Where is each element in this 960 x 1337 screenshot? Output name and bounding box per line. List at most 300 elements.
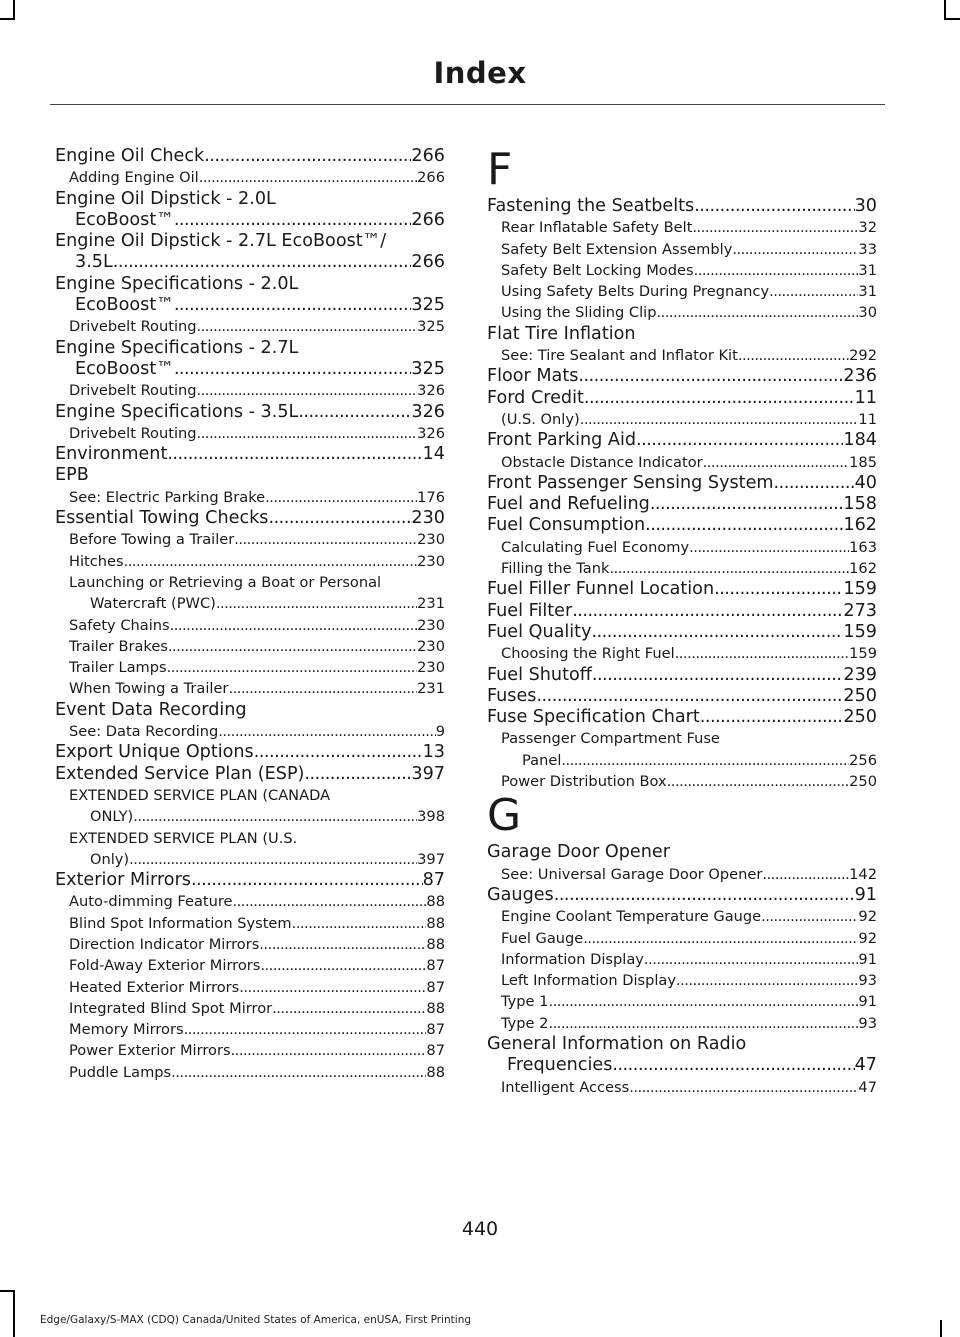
leader-dots xyxy=(218,721,435,742)
leader-dots xyxy=(714,579,843,600)
leader-dots xyxy=(762,864,849,885)
index-entry xyxy=(55,189,445,232)
index-entry xyxy=(55,508,445,529)
leader-dots xyxy=(676,970,858,991)
leader-dots xyxy=(732,239,858,260)
footer-text: Edge/Galaxy/S-MAX (CDQ) Canada/United States of America, enUSA, First Printing xyxy=(40,1314,472,1326)
page-ref: 398 xyxy=(417,808,445,826)
page-ref: 88 xyxy=(426,893,445,911)
leader-dots xyxy=(609,558,849,579)
leader-dots xyxy=(657,302,859,323)
entry-text: ONLY) xyxy=(90,808,134,826)
leader-dots xyxy=(536,686,843,707)
leader-dots xyxy=(572,601,843,622)
entry-text: Engine Coolant Temperature Gauge xyxy=(501,908,762,926)
leader-dots xyxy=(548,1013,858,1034)
page-ref: 325 xyxy=(411,295,445,316)
page-ref: 11 xyxy=(854,387,877,408)
entry-text: Engine Oil Dipstick - 2.7L EcoBoost™/ xyxy=(55,231,387,252)
index-entry xyxy=(487,515,877,536)
leader-dots xyxy=(591,622,843,643)
leader-dots xyxy=(761,906,858,927)
index-subentry xyxy=(55,721,445,742)
leader-dots xyxy=(561,750,849,771)
index-subentry xyxy=(55,529,445,550)
entry-line xyxy=(55,210,445,231)
page-ref: 87 xyxy=(426,1021,445,1039)
leader-dots xyxy=(644,949,859,970)
header-rule xyxy=(50,104,885,105)
entry-text: Fuel Quality xyxy=(487,621,592,642)
entry-text: Essential Towing Checks xyxy=(55,508,269,529)
index-subentry xyxy=(55,955,445,976)
index-entry xyxy=(487,366,877,387)
page-ref: 159 xyxy=(849,645,877,663)
page-ref: 47 xyxy=(858,1078,877,1096)
entry-line xyxy=(55,231,445,252)
page-ref: 397 xyxy=(411,763,445,784)
leader-dots xyxy=(184,1019,427,1040)
entry-text: Exterior Mirrors xyxy=(55,870,191,891)
index-entry xyxy=(55,338,445,381)
index-subentry xyxy=(55,636,445,657)
entry-text: Front Parking Aid xyxy=(487,430,637,451)
entry-text: Flat Tire Inflation xyxy=(487,323,636,344)
index-subentry xyxy=(487,260,877,281)
entry-text: EcoBoost™ xyxy=(75,295,174,316)
page-ref: 163 xyxy=(849,538,877,556)
leader-dots xyxy=(580,409,859,430)
entry-text: Extended Service Plan (ESP) xyxy=(55,763,305,784)
index-subentry xyxy=(55,998,445,1019)
entry-text: Left Information Display xyxy=(501,972,677,990)
entry-text: Engine Oil Dipstick - 2.0L xyxy=(55,188,276,209)
page-ref: 91 xyxy=(858,950,877,968)
leader-dots xyxy=(629,1077,858,1098)
page-ref: 159 xyxy=(843,579,877,600)
entry-text: Heated Exterior Mirrors xyxy=(69,978,240,996)
index-subentry xyxy=(55,1062,445,1083)
index-entry xyxy=(55,764,445,785)
entry-text: EPB xyxy=(55,465,89,486)
page-ref: 87 xyxy=(426,1042,445,1060)
leader-dots xyxy=(170,615,418,636)
index-subentry xyxy=(487,1077,877,1098)
leader-dots xyxy=(168,636,417,657)
page-ref: 87 xyxy=(426,978,445,996)
leader-dots xyxy=(554,885,855,906)
entry-text: Fastening the Seatbelts xyxy=(487,196,695,216)
page-ref: 88 xyxy=(426,1063,445,1081)
entry-text: Gauges xyxy=(487,884,554,905)
page-ref: 87 xyxy=(426,957,445,975)
page-ref: 176 xyxy=(417,488,445,506)
page-title: Index xyxy=(433,56,527,90)
index-subentry xyxy=(55,572,445,615)
index-subentry xyxy=(487,991,877,1012)
entry-text: Engine Specifications - 3.5L xyxy=(55,401,299,422)
leader-dots xyxy=(171,1062,426,1083)
leader-dots xyxy=(304,764,411,785)
index-subentry xyxy=(487,1013,877,1034)
index-entry xyxy=(487,1034,877,1077)
page-ref: 230 xyxy=(417,552,445,570)
entry-line xyxy=(55,849,445,870)
entry-text: Integrated Blind Spot Mirror xyxy=(69,999,273,1017)
leader-dots xyxy=(292,913,427,934)
leader-dots xyxy=(692,217,858,238)
entry-text: See: Data Recording xyxy=(69,723,219,741)
entry-text: (U.S. Only) xyxy=(501,410,580,428)
page-ref: 162 xyxy=(843,515,877,536)
index-column-right xyxy=(487,146,877,1098)
leader-dots xyxy=(174,295,412,316)
page-ref: 91 xyxy=(858,993,877,1011)
entry-text: Using the Sliding Clip xyxy=(501,304,657,322)
index-entry xyxy=(487,601,877,622)
page-ref: 292 xyxy=(849,347,877,365)
page-ref: 88 xyxy=(426,999,445,1017)
entry-line xyxy=(55,338,445,359)
page-ref: 92 xyxy=(858,908,877,926)
leader-dots xyxy=(265,487,417,508)
section-letter: F xyxy=(487,144,513,195)
index-entry xyxy=(55,231,445,274)
leader-dots xyxy=(231,1040,427,1061)
leader-dots xyxy=(636,430,843,451)
leader-dots xyxy=(769,281,858,302)
page-ref: 88 xyxy=(426,935,445,953)
leader-dots xyxy=(268,508,411,529)
leader-dots xyxy=(233,891,427,912)
entry-text: Filling the Tank xyxy=(501,560,610,578)
entry-text: Only) xyxy=(90,850,130,868)
entry-text: Obstacle Distance Indicator xyxy=(501,453,703,471)
page-ref: 230 xyxy=(417,659,445,677)
page-ref: 93 xyxy=(858,1014,877,1032)
leader-dots xyxy=(694,196,854,217)
entry-text: Before Towing a Trailer xyxy=(69,531,235,549)
index-entry xyxy=(487,579,877,600)
page-ref: 325 xyxy=(411,358,445,379)
entry-line xyxy=(487,750,877,771)
leader-dots xyxy=(259,934,426,955)
entry-text: Memory Mirrors xyxy=(69,1021,184,1039)
page-ref: 40 xyxy=(854,472,877,493)
index-entry xyxy=(487,388,877,409)
crop-mark xyxy=(944,18,960,20)
entry-text: Drivebelt Routing xyxy=(69,382,197,400)
entry-text: When Towing a Trailer xyxy=(69,680,229,698)
leader-dots xyxy=(197,316,418,337)
entry-line xyxy=(55,806,445,827)
leader-dots xyxy=(774,473,855,494)
leader-dots xyxy=(675,643,849,664)
crop-mark xyxy=(0,1290,15,1292)
leader-dots xyxy=(592,665,844,686)
entry-text: Drivebelt Routing xyxy=(69,318,197,336)
page-ref: 158 xyxy=(843,494,877,515)
leader-dots xyxy=(113,252,412,273)
page-ref: 32 xyxy=(858,219,877,237)
leader-dots xyxy=(738,345,849,366)
entry-text: Rear Inflatable Safety Belt xyxy=(501,219,693,237)
index-entry xyxy=(487,885,877,906)
leader-dots xyxy=(583,928,858,949)
leader-dots xyxy=(191,870,423,891)
entry-text: Hitches xyxy=(69,552,124,570)
index-subentry xyxy=(487,452,877,473)
index-entry xyxy=(487,196,877,217)
index-subentry xyxy=(487,970,877,991)
entry-text: Calculating Fuel Economy xyxy=(501,538,690,556)
entry-text: Puddle Lamps xyxy=(69,1063,172,1081)
index-entry xyxy=(487,430,877,451)
index-entry xyxy=(487,494,877,515)
entry-text: See: Universal Garage Door Opener xyxy=(501,865,763,883)
index-subentry xyxy=(55,913,445,934)
index-subentry xyxy=(55,678,445,699)
page-ref: 11 xyxy=(858,410,877,428)
page-ref: 266 xyxy=(411,209,445,230)
index-entry xyxy=(487,665,877,686)
leader-dots xyxy=(650,494,844,515)
entry-text: Trailer Brakes xyxy=(69,637,168,655)
index-subentry xyxy=(55,167,445,188)
entry-text: Safety Chains xyxy=(69,616,170,634)
page-ref: 273 xyxy=(843,600,877,621)
page-ref: 230 xyxy=(411,508,445,529)
entry-text: Auto-dimming Feature xyxy=(69,893,233,911)
index-subentry xyxy=(487,281,877,302)
entry-line xyxy=(487,1055,877,1076)
entry-text: Fuel Filter xyxy=(487,600,573,621)
page-ref: 230 xyxy=(417,616,445,634)
index-subentry xyxy=(55,785,445,828)
entry-text: EcoBoost™ xyxy=(75,358,174,379)
page-ref: 88 xyxy=(426,914,445,932)
leader-dots xyxy=(612,1055,854,1076)
entry-text: Garage Door Opener xyxy=(487,842,670,863)
index-entry xyxy=(55,274,445,317)
page-ref: 250 xyxy=(849,773,877,791)
index-entry xyxy=(487,707,877,728)
leader-dots xyxy=(667,771,849,792)
page-ref: 236 xyxy=(843,366,877,387)
index-subentry xyxy=(487,537,877,558)
leader-dots xyxy=(133,806,417,827)
index-subentry xyxy=(487,728,877,771)
entry-line xyxy=(55,295,445,316)
index-subentry xyxy=(487,409,877,430)
index-subentry xyxy=(487,928,877,949)
entry-text: Engine Specifications - 2.7L xyxy=(55,337,299,358)
page-ref: 13 xyxy=(422,742,445,763)
entry-line xyxy=(487,1034,877,1055)
index-subentry xyxy=(55,615,445,636)
entry-text: Information Display xyxy=(501,950,644,968)
entry-line xyxy=(55,252,445,273)
index-subentry xyxy=(55,551,445,572)
entry-line xyxy=(55,593,445,614)
leader-dots xyxy=(689,537,849,558)
entry-text: Intelligent Access xyxy=(501,1078,630,1096)
entry-text: 3.5L xyxy=(75,252,113,273)
index-subentry xyxy=(55,316,445,337)
leader-dots xyxy=(197,423,418,444)
entry-text: Drivebelt Routing xyxy=(69,424,197,442)
page-ref: 92 xyxy=(858,929,877,947)
index-entry xyxy=(487,473,877,494)
index-subentry xyxy=(55,657,445,678)
page-ref: 250 xyxy=(843,685,877,706)
leader-dots xyxy=(272,998,426,1019)
crop-mark xyxy=(0,18,15,20)
entry-text: EXTENDED SERVICE PLAN (CANADA xyxy=(69,786,331,804)
entry-text: Fuel Gauge xyxy=(501,929,584,947)
leader-dots xyxy=(584,388,855,409)
leader-dots xyxy=(548,991,858,1012)
entry-text: Environment xyxy=(55,444,168,465)
leader-dots xyxy=(700,707,844,728)
entry-text: Using Safety Belts During Pregnancy xyxy=(501,283,770,301)
index-entry xyxy=(55,146,445,167)
page-ref: 266 xyxy=(411,252,445,273)
index-entry xyxy=(487,622,877,643)
index-entry xyxy=(55,870,445,891)
index-subentry xyxy=(55,1040,445,1061)
entry-text: Ford Credit xyxy=(487,387,584,408)
entry-text: General Information on Radio xyxy=(487,1033,747,1054)
entry-text: Floor Mats xyxy=(487,366,579,387)
index-entry xyxy=(55,742,445,763)
page-ref: 30 xyxy=(858,304,877,322)
page-ref: 326 xyxy=(417,382,445,400)
entry-text: Direction Indicator Mirrors xyxy=(69,935,260,953)
page-ref: 266 xyxy=(417,169,445,187)
leader-dots xyxy=(216,593,417,614)
crop-mark xyxy=(13,1290,15,1337)
page-ref: 142 xyxy=(849,865,877,883)
page-ref: 9 xyxy=(435,723,445,741)
leader-dots xyxy=(197,380,418,401)
entry-text: Front Passenger Sensing System xyxy=(487,472,774,493)
entry-line xyxy=(55,572,445,593)
page-ref: 33 xyxy=(858,240,877,258)
entry-text: Fold-Away Exterior Mirrors xyxy=(69,957,261,975)
index-subentry xyxy=(487,864,877,885)
entry-text: Fuel Shutoff xyxy=(487,664,592,685)
index-subentry xyxy=(487,771,877,792)
entry-line xyxy=(487,728,877,749)
entry-text: Safety Belt Extension Assembly xyxy=(501,240,733,258)
page-number: 440 xyxy=(461,1218,499,1240)
entry-line xyxy=(55,785,445,806)
page-ref: 231 xyxy=(417,680,445,698)
entry-text: Fuel and Refueling xyxy=(487,494,650,515)
section-letter: G xyxy=(487,790,522,842)
entry-line xyxy=(55,274,445,295)
entry-text: Power Distribution Box xyxy=(501,773,667,791)
index-subentry xyxy=(55,934,445,955)
page-ref: 230 xyxy=(417,531,445,549)
index-subentry xyxy=(487,558,877,579)
entry-text: Panel xyxy=(522,751,562,769)
entry-text: Trailer Lamps xyxy=(69,659,167,677)
leader-dots xyxy=(260,955,426,976)
entry-text: Fuse Specification Chart xyxy=(487,707,700,728)
page-ref: 184 xyxy=(843,430,877,451)
index-subentry xyxy=(55,1019,445,1040)
entry-text: Passenger Compartment Fuse xyxy=(501,730,720,748)
leader-dots xyxy=(703,452,849,473)
page-ref: 91 xyxy=(854,884,877,905)
crop-mark xyxy=(13,0,15,20)
leader-dots xyxy=(234,529,417,550)
page-ref: 162 xyxy=(849,560,877,578)
entry-text: See: Electric Parking Brake xyxy=(69,488,266,506)
entry-text: Adding Engine Oil xyxy=(69,169,199,187)
leader-dots xyxy=(204,146,411,167)
leader-dots xyxy=(228,678,417,699)
page-ref: 30 xyxy=(854,196,877,216)
leader-dots xyxy=(199,167,417,188)
leader-dots xyxy=(129,849,417,870)
index-subentry xyxy=(487,949,877,970)
page-ref: 47 xyxy=(854,1055,877,1076)
leader-dots xyxy=(167,444,422,465)
entry-text: Safety Belt Locking Modes xyxy=(501,261,694,279)
entry-text: See: Tire Sealant and Inflator Kit xyxy=(501,347,738,365)
entry-text: Choosing the Right Fuel xyxy=(501,645,675,663)
leader-dots xyxy=(578,366,843,387)
page-ref: 397 xyxy=(417,850,445,868)
entry-text: Type 2 xyxy=(501,1014,549,1032)
entry-text: Fuel Filler Funnel Location xyxy=(487,579,715,600)
page-ref: 250 xyxy=(843,707,877,728)
entry-text: Fuel Consumption xyxy=(487,515,646,536)
page-ref: 256 xyxy=(849,751,877,769)
page-ref: 159 xyxy=(843,621,877,642)
leader-dots xyxy=(174,359,412,380)
entry-text: Type 1 xyxy=(501,993,549,1011)
entry-text: Watercraft (PWC) xyxy=(90,595,216,613)
index-subentry xyxy=(55,487,445,508)
index-subentry xyxy=(55,828,445,871)
index-entry xyxy=(487,686,877,707)
entry-text: EXTENDED SERVICE PLAN (U.S. xyxy=(69,829,298,847)
index-subentry xyxy=(55,891,445,912)
index-subentry xyxy=(487,643,877,664)
entry-text: Frequencies xyxy=(507,1055,613,1076)
entry-text: Launching or Retrieving a Boat or Personal xyxy=(69,573,382,591)
entry-text: Engine Specifications - 2.0L xyxy=(55,273,299,294)
index-subentry xyxy=(487,302,877,323)
crop-mark xyxy=(940,1320,942,1337)
entry-text: EcoBoost™ xyxy=(75,209,174,230)
index-entry xyxy=(55,444,445,465)
leader-dots xyxy=(124,551,418,572)
leader-dots xyxy=(239,977,426,998)
index-subentry xyxy=(55,380,445,401)
entry-text: Blind Spot Information System xyxy=(69,914,292,932)
page-ref: 31 xyxy=(858,283,877,301)
crop-mark xyxy=(944,0,946,20)
entry-line xyxy=(55,359,445,380)
leader-dots xyxy=(694,260,859,281)
leader-dots xyxy=(174,210,412,231)
page-ref: 87 xyxy=(422,870,445,891)
